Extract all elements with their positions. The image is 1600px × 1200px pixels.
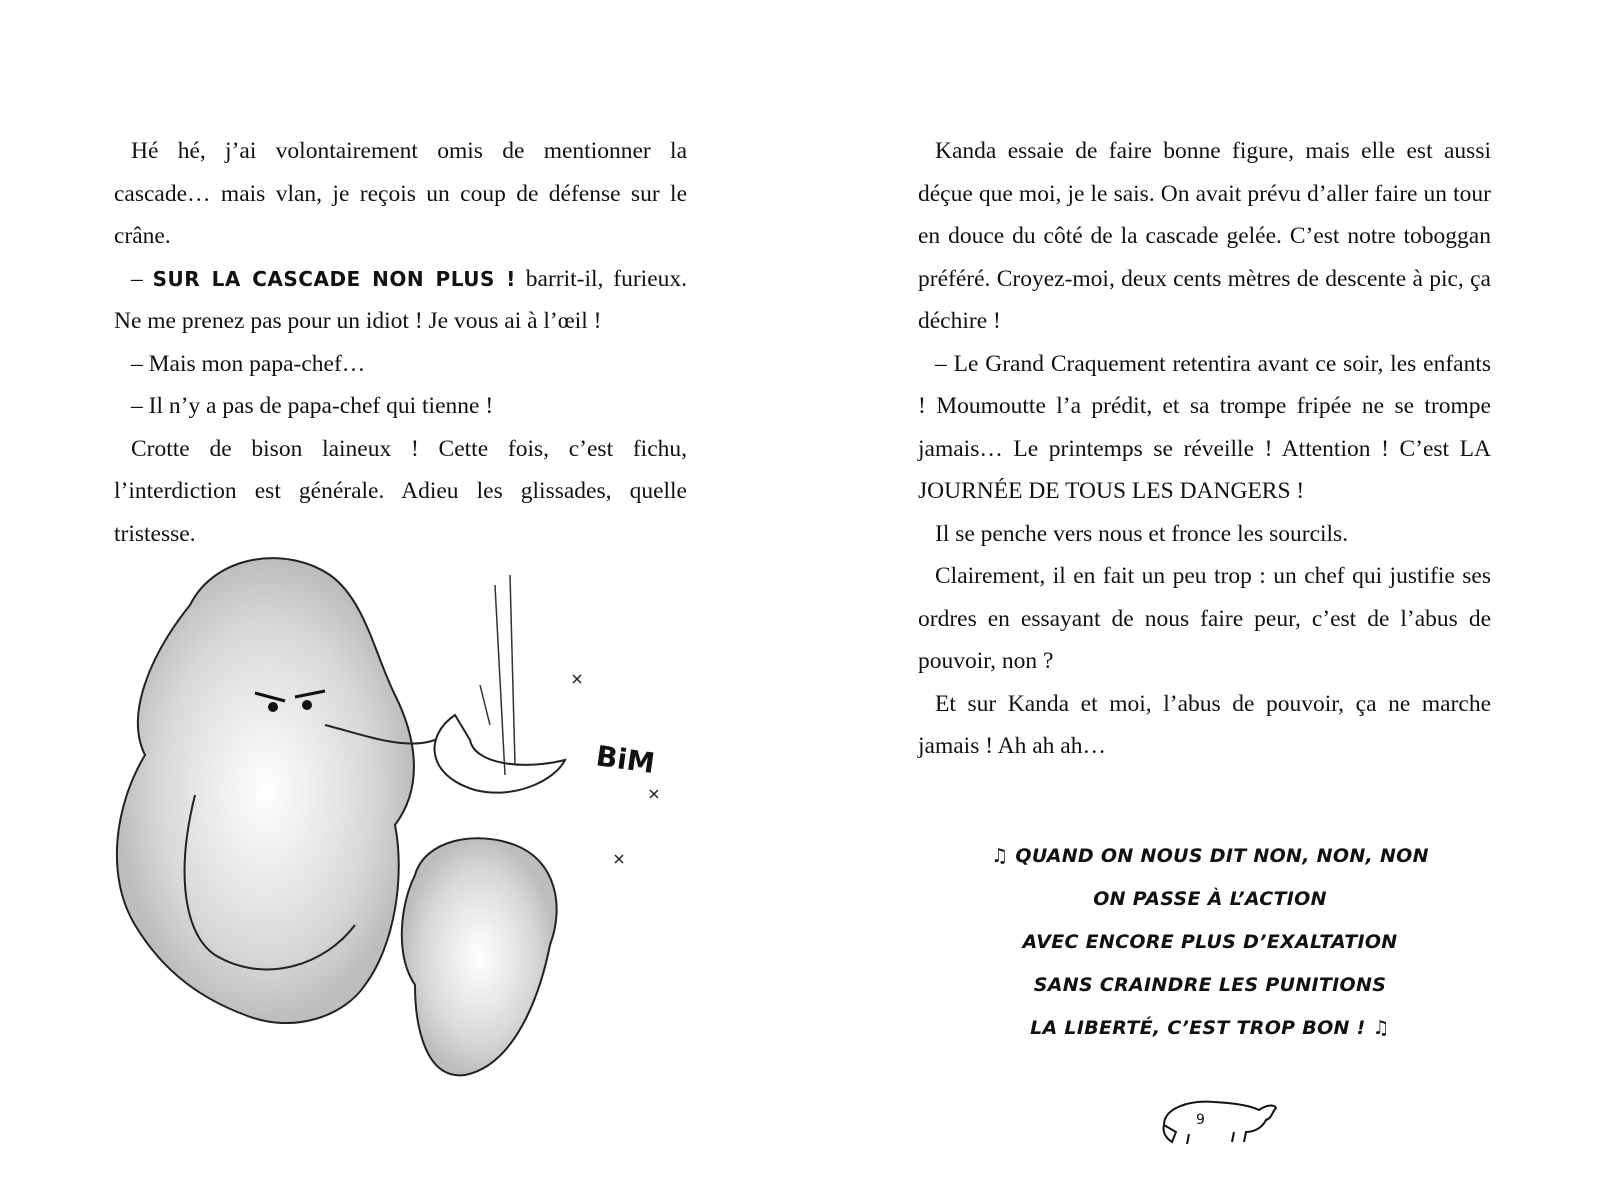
right-paragraph-5: Et sur Kanda et moi, l’abus de pouvoir, ça ne marche jamais ! Ah ah ah… [918,690,1491,759]
right-page [918,130,1491,768]
right-paragraph-1: Kanda essaie de faire bonne figure, mais elle est aussi déçue que moi, je le sais. On avait prévu d’aller faire un tour en douce du côté de la cascade gelée. C’est notre toboggan préféré. Croyez-moi, deux cents mètres de descente à pic, ça déchire ! [918,138,1491,334]
motion-lines [480,575,515,775]
left-paragraph-5: Crotte de bison laineux ! Cette fois, c’est fichu, l’interdiction est générale. Adieu les glissades, quelle tristesse. [114,435,687,547]
right-paragraph-3: Il se penche vers nous et fronce les sourcils. [935,520,1349,547]
big-mammoth-drawing [117,558,445,1023]
left-paragraph-3: – Mais mon papa-chef… [131,350,366,377]
song-line: ON PASSE À L’ACTION [1093,888,1327,910]
shout-text: SUR LA CASCADE NON PLUS ! [152,266,516,291]
right-paragraph-2: – Le Grand Craquement retentira avant ce soir, les enfants ! Moumoutte l’a prédit, et sa trompe fripée ne se trompe jamais… Le printemps se réveille ! Attention ! C’est LA JOURNÉE DE TOUS LES DANGERS ! [918,350,1491,504]
song-line: AVEC ENCORE PLUS D’EXALTATION [1022,931,1398,953]
small-mammoth-drawing [402,838,557,1075]
bison-icon [1163,1102,1276,1144]
left-paragraph-4: – Il n’y a pas de papa-chef qui tienne ! [131,393,494,419]
song-line: ♫ QUAND ON NOUS DIT NON, NON, NON [991,845,1429,867]
page-number: 9 [1196,1112,1205,1128]
mammoth-eye-right [302,700,312,710]
dialogue-rest: barrit-il, furieux. Ne me prenez pas pour un idiot ! Je vous ai à l’œil ! [114,265,688,334]
left-paragraph-2 [114,258,687,343]
left-paragraph-1: Hé hé, j’ai volontairement omis de mentionner la cascade… mais vlan, je reçois un coup de défense sur le crâne. [114,138,687,249]
mammoth-eye-left [268,702,278,712]
mammoth-illustration [95,545,695,1105]
song-line: SANS CRAINDRE LES PUNITIONS [1033,974,1387,996]
right-paragraph-4: Clairement, il en fait un peu trop : un chef qui justifie ses ordres en essayant de nous faire peur, c’est de l’abus de pouvoir, non ? [918,563,1491,674]
dialogue-dash: – [131,265,153,292]
bim-sound-text: BiM [594,739,657,781]
left-page [114,130,687,555]
song-lyrics [960,835,1460,1050]
song-line: LA LIBERTÉ, C’EST TROP BON ! ♫ [1030,1017,1390,1039]
tusk-drawing [435,715,565,793]
page-number-bison [1154,1090,1284,1150]
